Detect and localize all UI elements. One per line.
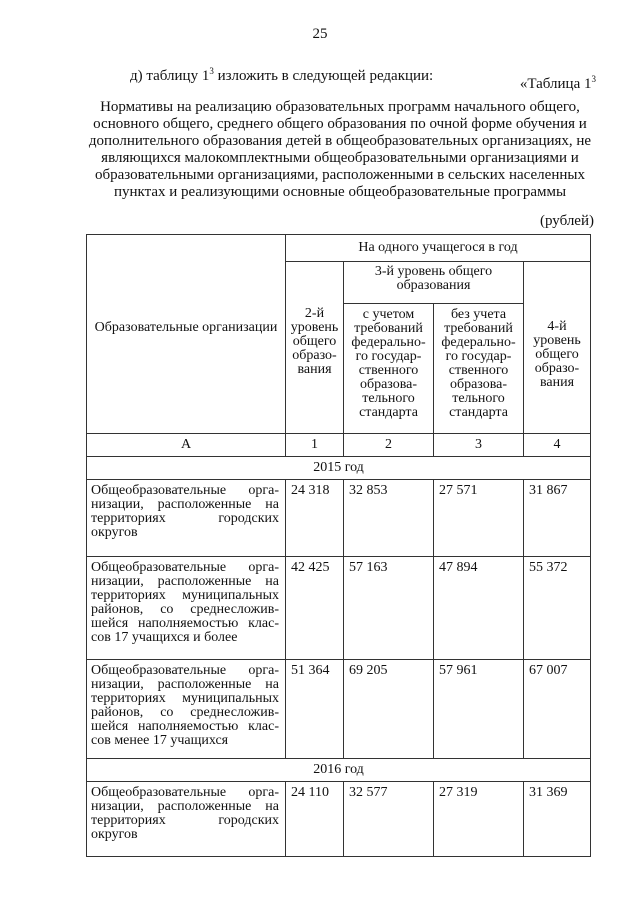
value-level2: 24 110 [286,782,344,857]
value-level4: 67 007 [524,660,591,759]
column-letter: 2 [344,434,434,457]
intro-tail: изложить в следующей редакции: [213,68,434,84]
header-org: Образовательные организации [87,235,286,434]
column-letter: 4 [524,434,591,457]
value-level4: 31 867 [524,480,591,557]
header-row-1 [87,235,591,262]
value-level4: 55 372 [524,557,591,660]
org-description: Общеобразовательные орга- низации, расположенные на территориях городских округов [87,480,286,557]
table-row [87,557,591,660]
value-without-fgos: 47 894 [434,557,524,660]
unit-label: (рублей) [539,213,594,229]
header-level2: 2-й уровень общего образо- вания [286,262,344,434]
page-number: 25 [312,26,328,42]
value-level4: 31 369 [524,782,591,857]
year-label: 2015 год [87,457,591,480]
year-row [87,759,591,782]
column-letters-row [87,434,591,457]
header-per-student: На одного учащегося в год [286,235,591,262]
value-without-fgos: 27 571 [434,480,524,557]
org-description: Общеобразовательные орга- низации, расположенные на территориях муниципальных районов, со среднесложив- шейся наполняемостью клас- сов менее 17 учащихся [87,660,286,759]
table-row [87,480,591,557]
header-with-fgos: с учетом требований федерально- го государ- ственного образова- тельного стандарта [344,304,434,434]
table-title: Нормативы на реализацию образовательных программ начального общего, основного общего, среднего общего образования по очной форме обучения и дополнительного образования детей в общеобразовательных организациях, не являющихся малокомплектными общеобразовательными организациями и образовательными организациями, расположенными в сельских населенных пунктах и реализующими основные общеобразовательные программы [88,99,592,200]
value-with-fgos: 32 577 [344,782,434,857]
year-label: 2016 год [87,759,591,782]
value-level2: 42 425 [286,557,344,660]
table-row [87,660,591,759]
value-level2: 24 318 [286,480,344,557]
intro-superscript: 3 [209,66,214,76]
value-with-fgos: 69 205 [344,660,434,759]
table-row [87,782,591,857]
value-level2: 51 364 [286,660,344,759]
column-letter: 3 [434,434,524,457]
column-letter: А [87,434,286,457]
header-without-fgos: без учета требований федерально- го государ- ственного образова- тельного стандарта [434,304,524,434]
intro-text [130,66,433,85]
value-without-fgos: 27 319 [434,782,524,857]
org-description: Общеобразовательные орга- низации, расположенные на территориях городских округов [87,782,286,857]
header-level4: 4-й уровень общего образо- вания [524,262,591,434]
header-level3: 3-й уровень общего образования [344,262,524,304]
column-letter: 1 [286,434,344,457]
value-with-fgos: 57 163 [344,557,434,660]
value-with-fgos: 32 853 [344,480,434,557]
year-row [87,457,591,480]
norms-table [86,234,591,857]
table-label-text: «Таблица 1 [519,76,592,92]
table-label [520,74,596,93]
org-description: Общеобразовательные орга- низации, расположенные на территориях муниципальных районов, со среднесложив- шейся наполняемостью клас- сов 17 учащихся и более [87,557,286,660]
intro-lead: д) таблицу 1 [130,68,210,84]
table-label-superscript: 3 [591,74,596,84]
value-without-fgos: 57 961 [434,660,524,759]
